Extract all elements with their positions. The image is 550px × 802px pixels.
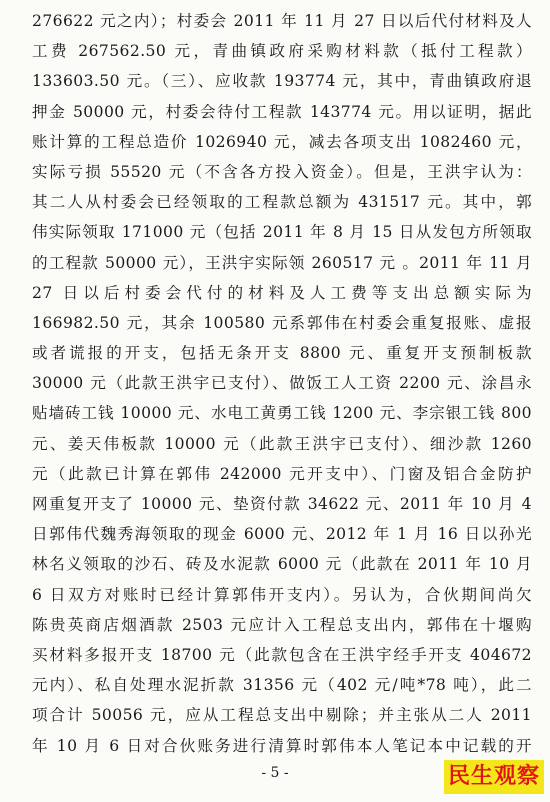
text-line: 工费 267562.50 元，青曲镇政府采购材料款（抵付工程款）	[32, 42, 532, 61]
text-line: 6 日双方对账时已经计算郭伟开支内）。另认为，合伙期间尚欠	[32, 585, 532, 604]
text-line: 166982.50 元，其余 100580 元系郭伟在村委会重复报账、虚报	[32, 313, 532, 332]
text-line: 陈贵英商店烟酒款 2503 元应计入工程总支出内，郭伟在十堰购	[32, 615, 532, 634]
text-line: 实际亏损 55520 元（不含各方投入资金）。但是，王洪宇认为：	[32, 162, 532, 181]
text-line: 276622 元之内）；村委会 2011 年 11 月 27 日以后代付材料及人	[32, 12, 532, 30]
text-line: 项合计 50056 元，应从工程总支出中剔除；并主张从二人 2011	[32, 706, 532, 725]
page-number: - 5 -	[261, 765, 289, 781]
text-line: 网重复开支了 10000 元、垫资付款 34622 元、2011 年 10 月 4	[32, 495, 532, 513]
text-line: 元（此款已计算在郭伟 242000 元开支中）、门窗及铝合金防护	[32, 464, 532, 483]
text-line: 133603.50 元。（三）、应收款 193774 元，其中，青曲镇政府退	[32, 72, 532, 91]
text-line: 或者谎报的开支，包括无条开支 8800 元、重复开支预制板款	[32, 344, 532, 363]
body-text	[32, 6, 532, 761]
text-line: 贴墙砖工钱 10000 元、水电工黄勇工钱 1200 元、李宗银工钱 800	[32, 404, 532, 423]
text-line: 林名义领取的沙石、砖及水泥款 6000 元（此款在 2011 年 10 月	[32, 555, 532, 574]
text-line: 元内）、私自处理水泥折款 31356 元（402 元/吨*78 吨），此二	[32, 676, 532, 695]
text-line: 30000 元（此款王洪宇已支付）、做饭工人工资 2200 元、涂昌永	[32, 374, 532, 393]
watermark-logo: 民生观察	[444, 760, 544, 794]
text-line: 27 日以后村委会代付的材料及人工费等支出总额实际为	[32, 283, 532, 302]
text-line: 押金 50000 元，村委会待付工程款 143774 元。用以证明，据此	[32, 102, 532, 121]
text-line: 的工程款 50000 元），王洪宇实际领 260517 元 。2011 年 11 月	[32, 253, 532, 272]
text-line: 伟实际领取 171000 元（包括 2011 年 8 月 15 日从发包方所领取	[32, 223, 532, 242]
text-line: 买材料多报开支 18700 元（此款包含在王洪宇经手开支 404672	[32, 645, 532, 664]
text-line: 其二人从村委会已经领取的工程款总额为 431517 元。其中，郭	[32, 193, 532, 212]
text-line: 元、姜天伟板款 10000 元（此款王洪宇已支付）、细沙款 1260	[32, 434, 532, 453]
text-line: 年 10 月 6 日对合伙账务进行清算时郭伟本人笔记本中记载的开	[32, 736, 532, 755]
text-line: 日郭伟代魏秀海领取的现金 6000 元、2012 年 1 月 16 日以孙光	[32, 525, 532, 544]
text-line: 账计算的工程总造价 1026940 元，减去各项支出 1082460 元，	[32, 132, 532, 151]
